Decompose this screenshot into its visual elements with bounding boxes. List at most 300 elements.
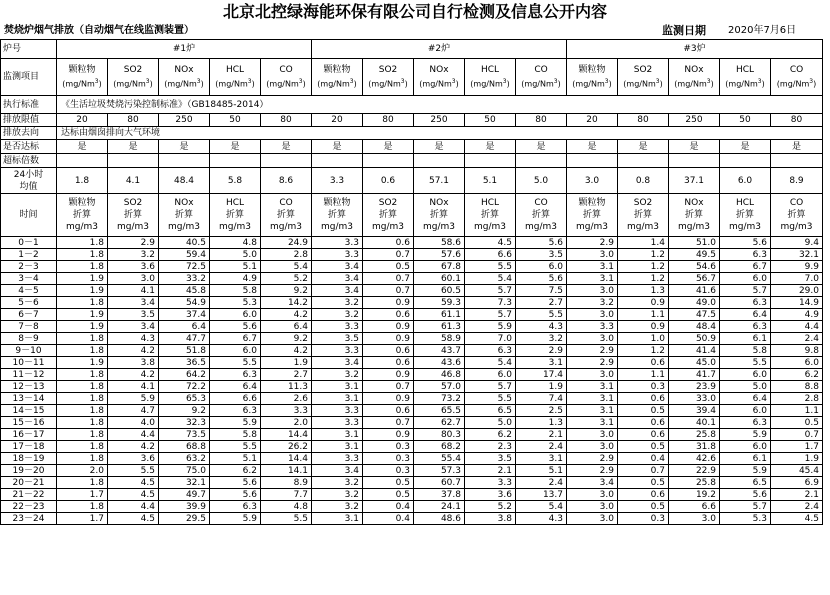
unit-sup: 3: [400, 77, 405, 85]
hourly-value: 25.8: [669, 429, 720, 441]
hourly-value: 32.1: [771, 249, 823, 261]
hourly-value: 5.6: [516, 273, 567, 285]
hourly-value: 4.5: [108, 489, 159, 501]
exceed-value: [669, 154, 720, 168]
hourly-value: 1.2: [618, 273, 669, 285]
hourly-value: 0.7: [771, 429, 823, 441]
pollutant-header: [312, 59, 363, 96]
hourly-value: 1.8: [57, 237, 108, 249]
limit-value: 50: [210, 114, 261, 127]
hourly-value: 5.6: [720, 489, 771, 501]
hourly-value: 0.6: [363, 309, 414, 321]
hourly-value: 9.2: [159, 405, 210, 417]
hourly-value: 5.7: [465, 309, 516, 321]
hourly-value: 3.1: [312, 393, 363, 405]
pollutant-header: [771, 59, 823, 96]
hourly-value: 1.8: [57, 453, 108, 465]
pollutant-name: HCL: [480, 64, 500, 75]
hour-label: 10－11: [1, 357, 57, 369]
limit-row: [1, 114, 823, 127]
hourly-value: 3.5: [516, 249, 567, 261]
hourly-value: 0.6: [363, 237, 414, 249]
hourly-value: 7.0: [465, 333, 516, 345]
hourly-value: 17.4: [516, 369, 567, 381]
hourly-row: [1, 309, 823, 321]
hourly-value: 32.1: [159, 477, 210, 489]
unit-close: ): [353, 79, 357, 89]
pollutant-unit: [159, 76, 209, 91]
hourly-value: 41.4: [669, 345, 720, 357]
pollutant-header: [720, 59, 771, 96]
unit-close: ): [455, 79, 459, 89]
pollutant-name: NOx: [174, 64, 194, 75]
hourly-value: 4.2: [261, 309, 312, 321]
hourly-value: 1.9: [771, 453, 823, 465]
hourly-value: 0.9: [363, 393, 414, 405]
hourly-value: 0.9: [363, 369, 414, 381]
hourly-value: 9.2: [261, 333, 312, 345]
hourly-value: 29.0: [771, 285, 823, 297]
hour-label: 0－1: [1, 237, 57, 249]
hourly-column-header: [618, 194, 669, 237]
hourly-value: 3.4: [108, 321, 159, 333]
hourly-value: 5.5: [210, 441, 261, 453]
daily-average-label: [1, 168, 57, 194]
hourly-value: 3.1: [567, 405, 618, 417]
unit-sup: 3: [451, 77, 456, 85]
limit-value: 80: [108, 114, 159, 127]
hourly-value: 5.3: [720, 513, 771, 525]
hour-label: 17－18: [1, 441, 57, 453]
hourly-value: 4.1: [108, 381, 159, 393]
hourly-value: 57.0: [414, 381, 465, 393]
pollutant-name: NOx: [684, 64, 704, 75]
hourly-value: 1.8: [57, 249, 108, 261]
hour-label: 2－3: [1, 261, 57, 273]
hourly-value: 4.5: [771, 513, 823, 525]
hourly-value: 5.6: [210, 489, 261, 501]
unit-text: (mg/Nm: [572, 79, 605, 89]
hourly-value: 14.9: [771, 297, 823, 309]
hourly-value: 5.9: [210, 513, 261, 525]
pollutant-name: SO2: [633, 64, 653, 75]
hourly-value: 0.4: [363, 501, 414, 513]
hourly-unit: mg/m3: [371, 222, 404, 232]
hourly-value: 6.7: [210, 333, 261, 345]
hour-label: 7－8: [1, 321, 57, 333]
exceed-value: [312, 154, 363, 168]
hourly-value: 2.1: [516, 429, 567, 441]
compliance-value: 是: [618, 140, 669, 154]
hourly-value: 0.9: [363, 297, 414, 309]
hourly-unit: mg/m3: [728, 222, 761, 232]
hourly-row: [1, 321, 823, 333]
hour-label: 20－21: [1, 477, 57, 489]
pollutant-name: NOx: [429, 64, 449, 75]
hourly-value: 6.3: [465, 345, 516, 357]
monitor-item-row: [1, 59, 823, 96]
exceed-row: [1, 154, 823, 168]
hourly-value: 5.3: [210, 297, 261, 309]
hourly-pollutant-name: 颗粒物: [578, 198, 606, 208]
hourly-value: 1.8: [57, 261, 108, 273]
exceed-value: [720, 154, 771, 168]
hourly-pollutant-name: NOx: [174, 198, 194, 208]
hourly-value: 0.5: [618, 405, 669, 417]
hourly-value: 6.4: [210, 381, 261, 393]
pollutant-unit: [567, 76, 617, 91]
hourly-value: 3.0: [567, 249, 618, 261]
hourly-value: 1.8: [57, 477, 108, 489]
hourly-value: 2.4: [771, 333, 823, 345]
hourly-value: 3.3: [261, 405, 312, 417]
hourly-value: 5.5: [516, 309, 567, 321]
pollutant-unit: [618, 76, 668, 91]
hourly-unit: mg/m3: [269, 222, 302, 232]
hourly-value: 3.0: [567, 429, 618, 441]
hourly-unit: mg/m3: [524, 222, 557, 232]
compliance-value: 是: [261, 140, 312, 154]
hourly-value: 5.0: [720, 381, 771, 393]
hourly-column-header: [312, 194, 363, 237]
hourly-value: 49.7: [159, 489, 210, 501]
hourly-value: 0.4: [363, 513, 414, 525]
hourly-value: 2.9: [567, 453, 618, 465]
hourly-value: 72.5: [159, 261, 210, 273]
limit-value: 80: [261, 114, 312, 127]
hourly-value: 2.9: [516, 345, 567, 357]
converted-label: 折算: [787, 210, 806, 220]
hourly-value: 0.3: [618, 381, 669, 393]
pollutant-name: SO2: [378, 64, 398, 75]
exceed-value: [210, 154, 261, 168]
hourly-value: 6.3: [720, 297, 771, 309]
converted-label: 折算: [429, 210, 448, 220]
furnace-1-header: #1炉: [57, 40, 312, 59]
hourly-pollutant-name: 颗粒物: [323, 198, 351, 208]
hourly-value: 14.1: [261, 465, 312, 477]
emission-table: [0, 39, 823, 525]
hourly-value: 2.9: [567, 237, 618, 249]
hourly-value: 5.9: [720, 465, 771, 477]
hourly-value: 4.4: [108, 429, 159, 441]
hourly-value: 41.7: [669, 369, 720, 381]
hourly-value: 0.7: [363, 381, 414, 393]
pollutant-unit: [210, 76, 260, 91]
hourly-pollutant-name: HCL: [735, 198, 755, 208]
hourly-value: 59.4: [159, 249, 210, 261]
hourly-value: 7.3: [465, 297, 516, 309]
limit-value: 20: [312, 114, 363, 127]
hourly-value: 2.9: [567, 357, 618, 369]
hourly-value: 19.2: [669, 489, 720, 501]
hourly-value: 4.5: [108, 513, 159, 525]
hourly-value: 6.4: [720, 393, 771, 405]
limit-value: 80: [771, 114, 823, 127]
hourly-value: 80.3: [414, 429, 465, 441]
daily-average-value: 5.0: [516, 168, 567, 194]
hourly-row: [1, 441, 823, 453]
time-label: 时间: [1, 194, 57, 237]
hourly-value: 0.5: [363, 261, 414, 273]
hourly-value: 3.0: [669, 513, 720, 525]
hourly-value: 0.3: [618, 513, 669, 525]
hourly-value: 3.0: [567, 513, 618, 525]
hourly-value: 0.7: [363, 249, 414, 261]
hourly-row: [1, 297, 823, 309]
hourly-value: 0.6: [618, 357, 669, 369]
hourly-unit: mg/m3: [780, 222, 813, 232]
hourly-column-header: [210, 194, 261, 237]
destination-label: 排放去向: [1, 127, 57, 140]
hourly-value: 2.8: [771, 393, 823, 405]
hourly-value: 0.3: [363, 465, 414, 477]
hourly-value: 3.8: [465, 513, 516, 525]
pollutant-unit: [57, 76, 107, 91]
hourly-value: 5.9: [108, 393, 159, 405]
hourly-row: [1, 345, 823, 357]
hourly-value: 4.3: [516, 513, 567, 525]
hourly-value: 5.5: [465, 393, 516, 405]
exceed-value: [57, 154, 108, 168]
hour-label: 9－10: [1, 345, 57, 357]
hourly-value: 3.1: [516, 357, 567, 369]
hourly-value: 9.2: [261, 285, 312, 297]
standard-text: 《生活垃圾焚烧污染控制标准》（GB18485-2014）: [57, 96, 823, 114]
unit-close: ): [98, 79, 102, 89]
pollutant-unit: [108, 76, 158, 91]
hourly-value: 6.0: [210, 345, 261, 357]
standard-label: 执行标准: [1, 96, 57, 114]
hourly-value: 33.2: [159, 273, 210, 285]
hourly-value: 1.8: [57, 369, 108, 381]
hourly-value: 3.4: [312, 273, 363, 285]
hourly-row: [1, 393, 823, 405]
daily-average-value: 57.1: [414, 168, 465, 194]
hourly-value: 37.4: [159, 309, 210, 321]
hourly-pollutant-name: CO: [534, 198, 548, 208]
daily-average-value: 37.1: [669, 168, 720, 194]
furnace-2-header: #2炉: [312, 40, 567, 59]
hourly-value: 58.9: [414, 333, 465, 345]
hourly-value: 3.8: [108, 357, 159, 369]
pollutant-unit: [771, 76, 822, 91]
unit-close: ): [149, 79, 153, 89]
exceed-value: [108, 154, 159, 168]
hourly-value: 5.4: [261, 261, 312, 273]
hourly-value: 62.7: [414, 417, 465, 429]
unit-text: (mg/Nm: [266, 79, 299, 89]
daily-average-label-line2: 均值: [19, 181, 38, 192]
unit-close: ): [506, 79, 510, 89]
hourly-value: 1.8: [57, 345, 108, 357]
daily-average-value: 48.4: [159, 168, 210, 194]
unit-text: (mg/Nm: [521, 79, 554, 89]
pollutant-header: [618, 59, 669, 96]
hourly-value: 0.6: [618, 393, 669, 405]
hourly-value: 58.6: [414, 237, 465, 249]
hourly-value: 5.8: [210, 285, 261, 297]
hourly-row: [1, 249, 823, 261]
hourly-value: 3.1: [567, 393, 618, 405]
hourly-value: 1.8: [57, 417, 108, 429]
hourly-value: 51.0: [669, 237, 720, 249]
hourly-value: 2.9: [108, 237, 159, 249]
limit-value: 250: [159, 114, 210, 127]
hourly-value: 11.3: [261, 381, 312, 393]
hourly-value: 6.3: [210, 405, 261, 417]
hourly-value: 43.6: [414, 357, 465, 369]
hourly-value: 6.7: [720, 261, 771, 273]
hourly-value: 8.9: [261, 477, 312, 489]
hourly-value: 1.1: [771, 405, 823, 417]
hourly-value: 6.0: [720, 273, 771, 285]
pollutant-unit: [312, 76, 362, 91]
hourly-value: 73.5: [159, 429, 210, 441]
monitor-date-label: 监测日期: [662, 24, 706, 37]
hourly-value: 5.0: [465, 417, 516, 429]
hourly-value: 72.2: [159, 381, 210, 393]
unit-text: (mg/Nm: [317, 79, 350, 89]
converted-label: 折算: [633, 210, 652, 220]
hourly-value: 4.3: [516, 321, 567, 333]
hourly-value: 59.3: [414, 297, 465, 309]
exceed-value: [516, 154, 567, 168]
hourly-unit: mg/m3: [575, 222, 608, 232]
pollutant-unit: [669, 76, 719, 91]
hourly-value: 49.5: [669, 249, 720, 261]
hourly-value: 1.7: [57, 513, 108, 525]
exceed-value: [618, 154, 669, 168]
hourly-value: 0.5: [618, 501, 669, 513]
hourly-row: [1, 477, 823, 489]
hourly-value: 3.6: [108, 453, 159, 465]
hourly-value: 6.5: [720, 477, 771, 489]
hourly-value: 3.4: [312, 357, 363, 369]
hourly-value: 3.4: [567, 477, 618, 489]
hourly-header-row: [1, 194, 823, 237]
hourly-row: [1, 429, 823, 441]
hour-label: 11－12: [1, 369, 57, 381]
hourly-value: 5.4: [465, 273, 516, 285]
hourly-value: 9.8: [771, 345, 823, 357]
pollutant-unit: [363, 76, 413, 91]
unit-close: ): [761, 79, 765, 89]
pollutant-header: [567, 59, 618, 96]
hourly-value: 3.6: [108, 261, 159, 273]
pollutant-name: CO: [279, 64, 293, 75]
hourly-value: 5.7: [720, 501, 771, 513]
hourly-value: 3.2: [312, 477, 363, 489]
hourly-value: 4.9: [771, 309, 823, 321]
hourly-value: 0.5: [771, 417, 823, 429]
hourly-value: 4.2: [108, 369, 159, 381]
hourly-value: 5.9: [720, 429, 771, 441]
hourly-value: 6.5: [465, 405, 516, 417]
converted-label: 折算: [684, 210, 703, 220]
daily-average-value: 5.8: [210, 168, 261, 194]
unit-sup: 3: [757, 77, 762, 85]
hourly-value: 1.2: [618, 249, 669, 261]
hourly-value: 1.1: [618, 369, 669, 381]
hourly-row: [1, 489, 823, 501]
unit-text: (mg/Nm: [470, 79, 503, 89]
hourly-value: 5.8: [720, 345, 771, 357]
hour-label: 12－13: [1, 381, 57, 393]
hourly-value: 0.9: [618, 321, 669, 333]
hourly-value: 1.8: [57, 405, 108, 417]
hourly-value: 6.0: [771, 357, 823, 369]
unit-sup: 3: [706, 77, 711, 85]
hour-label: 6－7: [1, 309, 57, 321]
compliance-value: 是: [312, 140, 363, 154]
hourly-unit: mg/m3: [422, 222, 455, 232]
unit-sup: 3: [655, 77, 660, 85]
hourly-value: 3.2: [312, 489, 363, 501]
hour-label: 14－15: [1, 405, 57, 417]
hourly-unit: mg/m3: [626, 222, 659, 232]
unit-sup: 3: [298, 77, 303, 85]
compliance-row: [1, 140, 823, 154]
hourly-value: 3.1: [312, 441, 363, 453]
unit-text: (mg/Nm: [113, 79, 146, 89]
pollutant-unit: [465, 76, 515, 91]
hourly-value: 33.0: [669, 393, 720, 405]
hourly-value: 25.8: [669, 477, 720, 489]
hourly-value: 3.1: [567, 417, 618, 429]
unit-sup: 3: [349, 77, 354, 85]
daily-average-value: 0.8: [618, 168, 669, 194]
exceed-value: [465, 154, 516, 168]
hourly-value: 51.8: [159, 345, 210, 357]
unit-sup: 3: [809, 77, 814, 85]
hourly-unit: mg/m3: [218, 222, 251, 232]
pollutant-unit: [414, 76, 464, 91]
limit-value: 250: [414, 114, 465, 127]
exceed-value: [771, 154, 823, 168]
hourly-value: 26.2: [261, 441, 312, 453]
compliance-value: 是: [57, 140, 108, 154]
unit-close: ): [302, 79, 306, 89]
limit-value: 80: [516, 114, 567, 127]
pollutant-unit: [261, 76, 311, 91]
hourly-unit: mg/m3: [473, 222, 506, 232]
unit-sup: 3: [553, 77, 558, 85]
hourly-value: 5.1: [516, 465, 567, 477]
hourly-value: 1.8: [57, 381, 108, 393]
furnace-row: [1, 40, 823, 59]
hourly-column-header: [669, 194, 720, 237]
hourly-value: 73.2: [414, 393, 465, 405]
hourly-value: 40.5: [159, 237, 210, 249]
hourly-column-header: [261, 194, 312, 237]
hourly-value: 55.4: [414, 453, 465, 465]
hourly-value: 50.9: [669, 333, 720, 345]
hourly-value: 5.7: [720, 285, 771, 297]
hourly-value: 0.9: [618, 297, 669, 309]
limit-value: 20: [567, 114, 618, 127]
hourly-value: 13.7: [516, 489, 567, 501]
hourly-value: 7.5: [516, 285, 567, 297]
hourly-value: 5.8: [210, 429, 261, 441]
hourly-value: 3.3: [312, 237, 363, 249]
hourly-value: 57.6: [414, 249, 465, 261]
hourly-value: 1.9: [57, 357, 108, 369]
hourly-column-header: [108, 194, 159, 237]
converted-label: 折算: [72, 210, 91, 220]
hourly-value: 5.6: [210, 321, 261, 333]
hour-label: 5－6: [1, 297, 57, 309]
